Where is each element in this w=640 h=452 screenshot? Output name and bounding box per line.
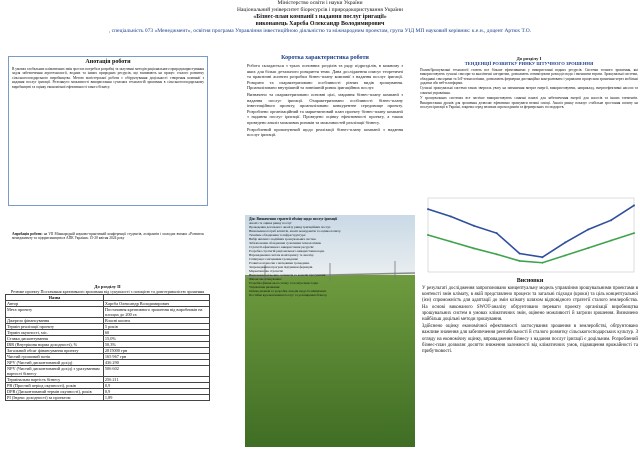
approbation-section bbox=[8, 206, 208, 278]
chart-plot-area bbox=[428, 198, 634, 272]
results-title: ТЕНДЕНЦІЇ РОЗВИТКУ РИНКУ ШТУЧНОГО ЗРОШЕННЯ bbox=[464, 61, 594, 67]
strategy-list-item: Маркетингова стратегія: bbox=[249, 269, 284, 273]
table-cell-value: 0,9 bbox=[103, 389, 209, 395]
results-paragraph-2: Сучасні зрошувальні системи також зверталь увагу на зменшення витрат енергії, використовуючи, наприклад, енергоефективні насоси та сонячні управління. bbox=[420, 86, 638, 95]
chart-series-line-2 bbox=[428, 233, 634, 263]
table-cell-name: PI (Індекс доходності) за проектом bbox=[6, 395, 104, 401]
chart-point bbox=[541, 262, 543, 264]
appendix-title: Резюме проекту Постачання креативного зрошення від сукупності з позицією та довготривалістю зрошення bbox=[10, 289, 205, 294]
abstract-text: В умовах глобальних кліматичних змін зростає потреба в розробці та залученні методів раціонального природокористування задля забезпечення агротехнології, водних та інших природних ресурсів, що впливають на процес сталого розвитку сільськогосподарського виробництва. Метою магістерської роботи є обґрунтування доцільності створення компанії з надання послуг іригації. Розглянуто можливості використання сучасних технологій зрошення в сільськогосподарському виробництві та оцінку економічної ефективності такого бізнесу. bbox=[12, 67, 204, 89]
trend-chart bbox=[420, 192, 638, 278]
chart-point bbox=[496, 232, 498, 234]
strategy-list-item: Запровадження програм підтримки фермерів. bbox=[249, 265, 314, 269]
chart-point bbox=[519, 253, 521, 255]
results-section bbox=[418, 56, 640, 192]
strategy-list-item: Технічне обладнання та інфраструктура: bbox=[249, 233, 306, 237]
trend-chart-svg bbox=[420, 192, 638, 278]
strategy-list-item: Визначення потреб клієнтів, аналіз конкурентів та оцінка попиту. bbox=[249, 229, 341, 233]
short-description-section bbox=[245, 55, 405, 210]
table-cell-name: Загальний обсяг фінансування проекту bbox=[6, 348, 104, 354]
table-cell-name: Джерело фінансування bbox=[6, 318, 104, 324]
author-line: виконавець Харєба Олександр Володимирович bbox=[255, 21, 385, 27]
conclusions-section bbox=[420, 278, 640, 447]
table-cell-value: Власні кошти bbox=[103, 318, 209, 324]
short-paragraph-1: Робота складається з трьох основних розділів та ряду підрозділів, в кожному з яких для більш детального розкриття теми. Дана дослідження описує теоретичні та практичні аспекти розробки бізнес-плану компанії з надання послуг іригації. Розкрито та охарактеризовано особливості різних видів зрошування. Проаналізовано внутрішній та зовнішній ринок іригаційних послуг. bbox=[247, 63, 403, 91]
strategy-list-item: Впровадження систем моніторингу та аналізу. bbox=[249, 253, 314, 257]
table-cell-name: Ставка дисконтування bbox=[6, 336, 104, 342]
conclusions-paragraph-1: У результаті дослідження запропоновано концептуальну модель управління зрошувальними проектами в контексті змін клімату, в якій представлено процеси та загальні підходи (кроки) та ціль концептуальної (ієн) спроможність для адаптації до змін клімату шляхом відповідного стратегії сталого землеробства. На основі виконаного SWOT-аналізу обґрунтовано переваги проекту організації виробництва зрошувальних систем в умовах кліматичних змін, оцінено можливості й загрози зрошення. Визначено найбільш доцільні методи зрошування. bbox=[422, 286, 638, 323]
table-cell-name: Термінальна вартість бізнесу bbox=[6, 377, 104, 383]
chart-point bbox=[450, 241, 452, 243]
table-row bbox=[6, 395, 210, 401]
results-paragraph-3: У зрошувальних системах все частіше використовують сонячні панелі для забезпечення енергії для насосів та інших елементів. Використання дронів для зрошення дозволяє ефективно зрошувати великі площі. Аналіз ринку показує стабільне зростання попиту на послуги іригації в Україні, зокрема серед великих агрохолдингів та фермерських господарств. bbox=[420, 96, 638, 110]
results-subtitle: До розділу І bbox=[516, 56, 542, 61]
table-cell-value: 2815000 грн bbox=[103, 348, 209, 354]
strategy-list-item: Постійне вдосконалення послуг та розширення бізнесу. bbox=[249, 293, 328, 297]
short-paragraph-2: Визначено та охарактеризовано основні цілі, завдання бізнес-плану компанії з надання послуг іригації. Охарактеризовано особливості бізнес-плану інвестиційного проекту, проаналізовано конкурентне середовище проекту. Розроблено організаційний та маркетинговий план проекту бізнес-плану компанії з надання послуг іригації. Проведено оцінку ефективності проекту, а також проведено аналіз можливих ризиків та можливостей реалізації бізнесу. bbox=[247, 91, 403, 125]
table-header-name: Назва bbox=[6, 295, 104, 301]
strategy-list-item: Фінансове планування: bbox=[249, 277, 282, 281]
chart-point bbox=[541, 256, 543, 258]
chart-point bbox=[587, 247, 589, 249]
project-summary-table bbox=[5, 294, 210, 401]
strategy-list-item: Оцінка ризиків та розробка заходів щодо їх мінімізації. bbox=[249, 289, 327, 293]
strategy-list bbox=[249, 221, 411, 297]
table-cell-name: DPB (Дисконтований термін окупності), років bbox=[6, 389, 104, 395]
chart-point bbox=[427, 234, 429, 236]
chart-point bbox=[587, 228, 589, 230]
table-cell-name: Мета проекту bbox=[6, 307, 104, 318]
chart-point bbox=[610, 240, 612, 242]
chart-point bbox=[427, 208, 429, 210]
abstract-title: Анотація роботи bbox=[85, 59, 131, 65]
chart-point bbox=[633, 204, 635, 206]
strategy-list-item: Розвиток відносин з місцевими громадами. bbox=[249, 261, 310, 265]
poster-header bbox=[0, 0, 640, 56]
table-cell-value: 506 602 bbox=[103, 366, 209, 377]
chart-point bbox=[633, 232, 635, 234]
strategy-list-item: Забезпечення обладнання сучасними технологіями. bbox=[249, 241, 322, 245]
short-paragraph-3: Розроблений пропонуючий щодо реалізації бізнес-плану компанії з надання послуг іригації. bbox=[247, 126, 403, 138]
table-cell-name: NPV (Чистий дисконтований дохід) з урахуванням вартості бізнесу bbox=[6, 366, 104, 377]
strategy-list-item: Проведення детального аналізу ринку іригаційних послуг. bbox=[249, 225, 331, 229]
approbation-label: Апробація роботи: bbox=[12, 232, 43, 236]
strategy-photo-panel bbox=[245, 215, 415, 447]
table-cell-value: 1,89 bbox=[103, 395, 209, 401]
chart-point bbox=[473, 225, 475, 227]
strategy-list-item: Управління ризиками: bbox=[249, 285, 281, 289]
table-cell-name: NPV (Чистий дисконтований дохід) bbox=[6, 360, 104, 366]
chart-point bbox=[496, 253, 498, 255]
table-cell-value: 50,3% bbox=[103, 342, 209, 348]
strategy-list-item: Стратегії ефективного використання ресурсів: bbox=[249, 245, 315, 249]
university-line: Національний університет біоресурсів і природокористування України bbox=[237, 7, 403, 13]
table-cell-value: 60 bbox=[103, 330, 209, 336]
table-cell-value: 15,0% bbox=[103, 336, 209, 342]
table-cell-name: PB (Простий період окупності), років bbox=[6, 383, 104, 389]
chart-point bbox=[564, 254, 566, 256]
strategy-list-item: Вибір якісних і надійних зрошувальних систем. bbox=[249, 237, 317, 241]
strategy-list-item: Визначення цільових сегментів та каналів просування. bbox=[249, 273, 326, 277]
table-cell-name: Термін окупності, міс. bbox=[6, 330, 104, 336]
strategy-list-item: Аналіз та оцінка ринку послуг bbox=[249, 221, 292, 225]
table-cell-value: 0,9 bbox=[103, 383, 209, 389]
table-cell-name: Термін реалізації проекту bbox=[6, 324, 104, 330]
chart-point bbox=[473, 247, 475, 249]
chart-point bbox=[519, 260, 521, 262]
chart-point bbox=[450, 216, 452, 218]
table-cell-value: 5 років bbox=[103, 324, 209, 330]
approbation-text: на VII Міжнародній науково-практичній конференції студентів, аспірантів і молодих вчених «Розвиток менеджменту та підприємництва в АПК України» 15-20 квітня 2024 року bbox=[12, 232, 204, 241]
table-cell-name: IRR (Внутрішня норма доходності), % bbox=[6, 342, 104, 348]
poster-title: «Бізнес-план компанії з надання послуг іригації» bbox=[253, 14, 387, 20]
abstract-section bbox=[8, 56, 208, 206]
strategy-list-item: Розробка стратегій раціонального використання води. bbox=[249, 249, 325, 253]
ministry-line: Міністерство освіти і науки України bbox=[277, 0, 363, 6]
chart-point bbox=[564, 241, 566, 243]
table-cell-value: Постачання креативного зрошення від виробників на площах до 200 га bbox=[103, 307, 209, 318]
short-title: Коротка характеристика роботи bbox=[281, 55, 369, 61]
photo-caption: Дія: Визначення стратегії обміну щодо послуг іригації bbox=[249, 217, 338, 221]
table-cell-value: Харєба Олександр Володимирович bbox=[103, 301, 209, 307]
specialty-line: , спеціальність 073 «Менеджмент», освітня програма Управління інвестиційною діяльністю та міжнародним проектам, група УІД МП науковий керівник: к.е.н., доцент Артюх Т.О. bbox=[108, 28, 532, 34]
chart-series-line-1 bbox=[428, 205, 634, 257]
chart-point bbox=[610, 219, 612, 221]
table-cell-name: Автор bbox=[6, 301, 104, 307]
strategy-list-item: Співпраця з місцевими громадами: bbox=[249, 257, 299, 261]
table-row bbox=[6, 366, 210, 377]
table-row bbox=[6, 307, 210, 318]
conclusions-title: Висновки bbox=[516, 278, 544, 284]
table-cell-value: 165 967 грн bbox=[103, 354, 209, 360]
results-paragraph-1: Полив/Зрошувальні технології стають все більше ефективними у використанні водних ресурсів. Системи точного зрошення, які використовують сучасні сенсори та аналітичні алгоритми, дозволяють оптимізувати розподіл води і зменшити втрати. Зрошувальні системи, обладнані сенсорами та IoT-технологіями, дозволяють фермерам дистанційно контролювати і управляти процесами зрошення через мобільні додатки або веб-платформи. bbox=[420, 67, 638, 86]
table-cell-value: 256 211 bbox=[103, 377, 209, 383]
strategy-list-item: Розробка фінансового плану та пошук інвесторів. bbox=[249, 281, 319, 285]
table-cell-name: Чистий грошовий потік bbox=[6, 354, 104, 360]
appendix-section bbox=[5, 284, 210, 447]
conclusions-paragraph-2: Здійснено оцінку економічної ефективності застосування зрошення в землеробстві, обґрунтовано важливе значення для забезпечення рентабельності й сталого розвитку сільськогосподарських культур. З огляду на економічну оцінку, впровадження бізнесу з надання послуг іригації є доцільним. Розроблений бізнес-план дозволяє досягти зниження залежності від кліматичних умов, підвищення врожайності та прибутковості. bbox=[422, 324, 638, 355]
appendix-subtitle: До розділу ІІ bbox=[94, 284, 121, 289]
table-cell-value: 436 290 bbox=[103, 360, 209, 366]
